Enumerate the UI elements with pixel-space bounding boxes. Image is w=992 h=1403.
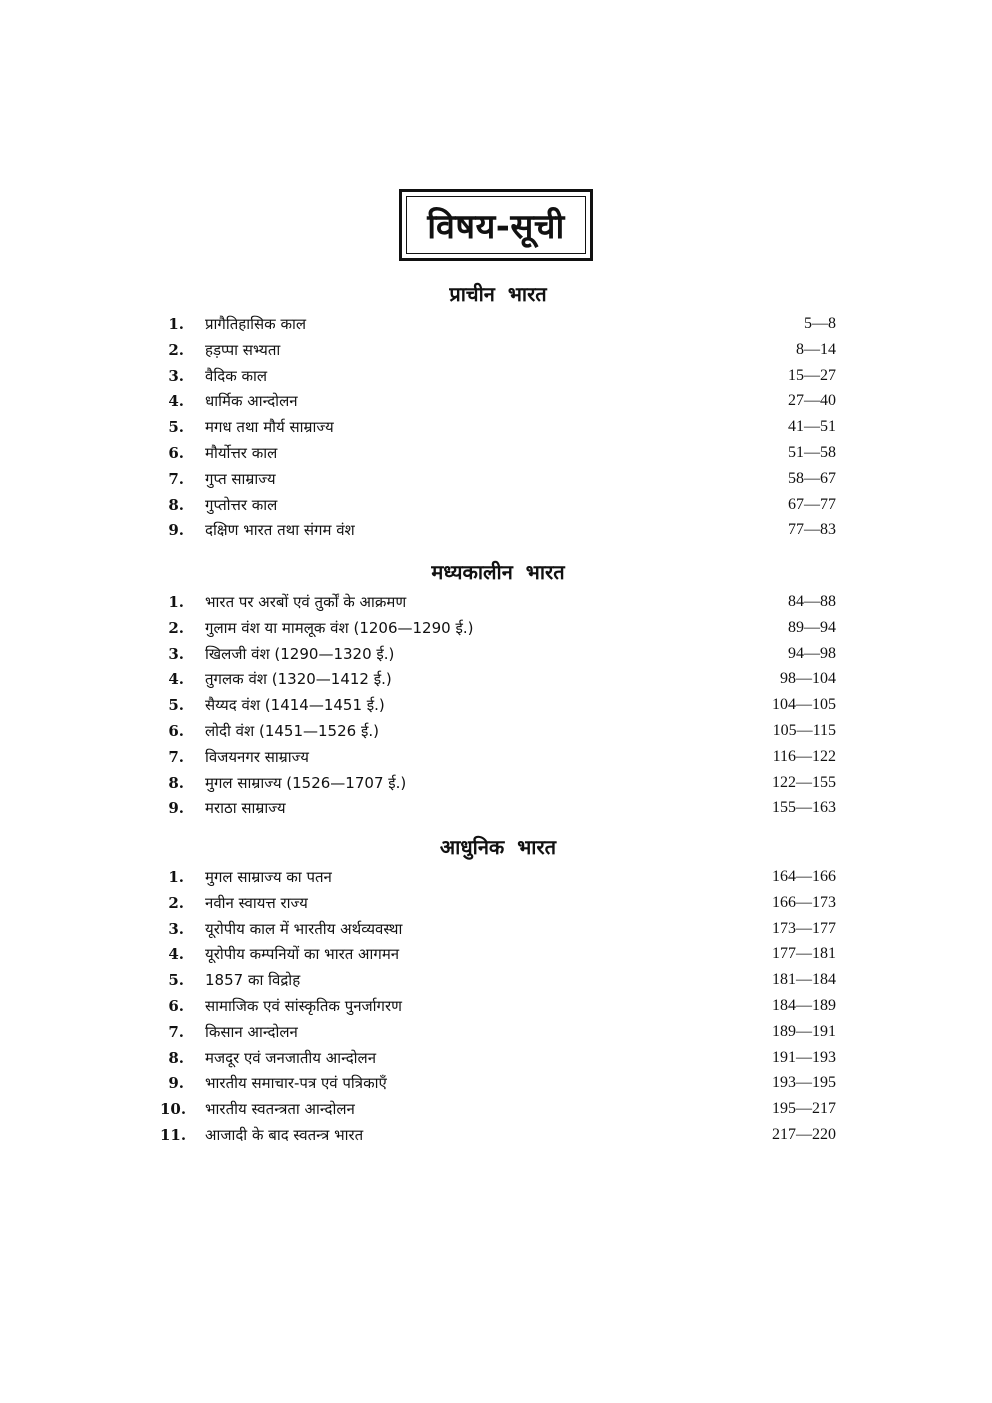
entry-number: 11. [160,1126,187,1144]
page-title-frame [399,189,593,261]
entry-page-range: 8—14 [796,340,836,358]
toc-entry [160,865,836,889]
entry-title: मुगल साम्राज्य (1526—1707 ई.) [205,773,407,792]
toc-entry [160,891,836,915]
entry-title: सैय्यद वंश (1414—1451 ई.) [205,696,385,715]
entry-number: 8. [168,495,184,514]
entry-title: मगध तथा मौर्य साम्राज्य [205,418,334,437]
entry-number: 8. [168,1048,184,1067]
entry-title: मुगल साम्राज्य का पतन [205,868,332,886]
entry-title: भारतीय स्वतन्त्रता आन्दोलन [205,1100,355,1119]
toc-entry [160,1071,836,1095]
entry-page-range: 94—98 [788,644,836,662]
entry-title: तुगलक वंश (1320—1412 ई.) [205,670,392,689]
entry-title: हड़प्पा सभ्यता [205,340,281,359]
entry-number: 9. [168,1074,184,1093]
entry-page-range: 51—58 [788,444,836,461]
entry-page-range: 173—177 [772,919,836,937]
entry-number: 4. [168,392,184,411]
toc-entry [160,1046,836,1070]
toc-entry [160,493,836,517]
entry-page-range: 84—88 [788,593,836,610]
entry-page-range: 184—189 [772,997,836,1014]
entry-number: 3. [168,644,184,663]
entry-number: 2. [168,893,184,912]
toc-entry [160,745,836,769]
entry-page-range: 15—27 [788,366,836,384]
toc-entry [160,1097,836,1121]
entry-page-range: 217—220 [772,1126,836,1143]
entry-page-range: 89—94 [788,618,836,636]
toc-entry [160,796,836,820]
entry-number: 6. [168,997,184,1015]
entry-title: आजादी के बाद स्वतन्त्र भारत [205,1126,364,1144]
toc-entry [160,968,836,992]
entry-page-range: 166—173 [772,893,836,911]
entry-title: धार्मिक आन्दोलन [205,392,298,411]
toc-entry [160,467,836,491]
entry-page-range: 191—193 [772,1048,836,1066]
entry-title: दक्षिण भारत तथा संगम वंश [205,521,355,540]
entry-number: 5. [168,971,184,990]
entry-number: 1. [168,868,184,886]
entry-title: प्रागैतिहासिक काल [205,315,307,333]
entry-number: 7. [168,747,184,766]
entry-number: 7. [168,1022,184,1041]
entry-title: यूरोपीय कम्पनियों का भारत आगमन [205,945,400,964]
entry-title: भारत पर अरबों एवं तुर्कों के आक्रमण [205,593,407,611]
entry-number: 5. [168,696,184,715]
toc-entry [160,389,836,413]
toc-entry [160,590,836,614]
entry-title: गुप्त साम्राज्य [205,469,276,488]
entry-title: नवीन स्वायत्त राज्य [205,893,308,912]
entry-page-range: 98—104 [780,670,836,688]
entry-page-range: 105—115 [772,722,836,739]
entry-page-range: 77—83 [788,521,836,539]
toc-entry [160,518,836,542]
entry-page-range: 41—51 [788,418,836,436]
section-heading: मध्यकालीन भारत [431,560,565,584]
entry-title: गुलाम वंश या मामलूक वंश (1206—1290 ई.) [205,618,474,637]
toc-entry [160,1020,836,1044]
entry-number: 2. [168,618,184,637]
toc-entry [160,771,836,795]
entry-title: सामाजिक एवं सांस्कृतिक पुनर्जागरण [205,997,402,1015]
entry-number: 7. [168,469,184,488]
entry-page-range: 189—191 [772,1022,836,1040]
entry-number: 6. [168,722,184,740]
toc-entry [160,994,836,1018]
entry-page-range: 104—105 [772,696,836,714]
entry-number: 9. [168,799,184,818]
entry-page-range: 27—40 [788,392,836,410]
toc-entry [160,942,836,966]
toc-entry [160,415,836,439]
toc-entry [160,642,836,666]
section-modern-india [160,835,836,1149]
section-heading: प्राचीन भारत [449,282,547,306]
entry-number: 10. [160,1100,187,1119]
entry-title: खिलजी वंश (1290—1320 ई.) [205,644,395,663]
entry-page-range: 122—155 [772,773,836,791]
entry-page-range: 116—122 [772,747,836,765]
entry-page-range: 67—77 [788,495,836,513]
entry-number: 3. [168,366,184,385]
entry-number: 9. [168,521,184,540]
entry-page-range: 177—181 [772,945,836,963]
toc-entry [160,693,836,717]
entry-page-range: 164—166 [772,868,836,885]
entry-title: भारतीय समाचार-पत्र एवं पत्रिकाएँ [205,1074,387,1093]
entry-page-range: 195—217 [772,1100,836,1118]
toc-entry [160,1123,836,1147]
toc-entry [160,917,836,941]
toc-entry [160,364,836,388]
entry-page-range: 155—163 [772,799,836,817]
entry-title: गुप्तोत्तर काल [205,495,278,514]
entry-number: 2. [168,340,184,359]
entry-title: मराठा साम्राज्य [205,799,286,818]
entry-number: 1. [168,593,184,611]
entry-title: मजदूर एवं जनजातीय आन्दोलन [205,1048,377,1067]
toc-entry [160,441,836,465]
entry-title: 1857 का विद्रोह [205,971,301,990]
entry-title: विजयनगर साम्राज्य [205,747,309,766]
toc-entry [160,616,836,640]
section-heading: आधुनिक भारत [439,835,557,859]
entry-number: 1. [168,315,184,333]
toc-entry [160,338,836,362]
entry-title: यूरोपीय काल में भारतीय अर्थव्यवस्था [205,919,403,938]
entry-number: 4. [168,670,184,689]
entry-title: लोदी वंश (1451—1526 ई.) [205,722,379,740]
entry-page-range: 58—67 [788,469,836,487]
entry-page-range: 181—184 [772,971,836,989]
entry-number: 6. [168,444,184,462]
entry-number: 4. [168,945,184,964]
entry-number: 8. [168,773,184,792]
entry-number: 5. [168,418,184,437]
section-medieval-india [160,560,836,822]
entry-title: किसान आन्दोलन [205,1022,298,1041]
entry-page-range: 5—8 [804,315,836,332]
toc-entry [160,719,836,743]
toc-entry [160,312,836,336]
entry-title: वैदिक काल [205,366,268,385]
section-ancient-india [160,282,836,544]
page-title: विषय-सूची [406,196,586,254]
toc-entry [160,667,836,691]
entry-number: 3. [168,919,184,938]
entry-title: मौर्योत्तर काल [205,444,278,462]
entry-page-range: 193—195 [772,1074,836,1092]
